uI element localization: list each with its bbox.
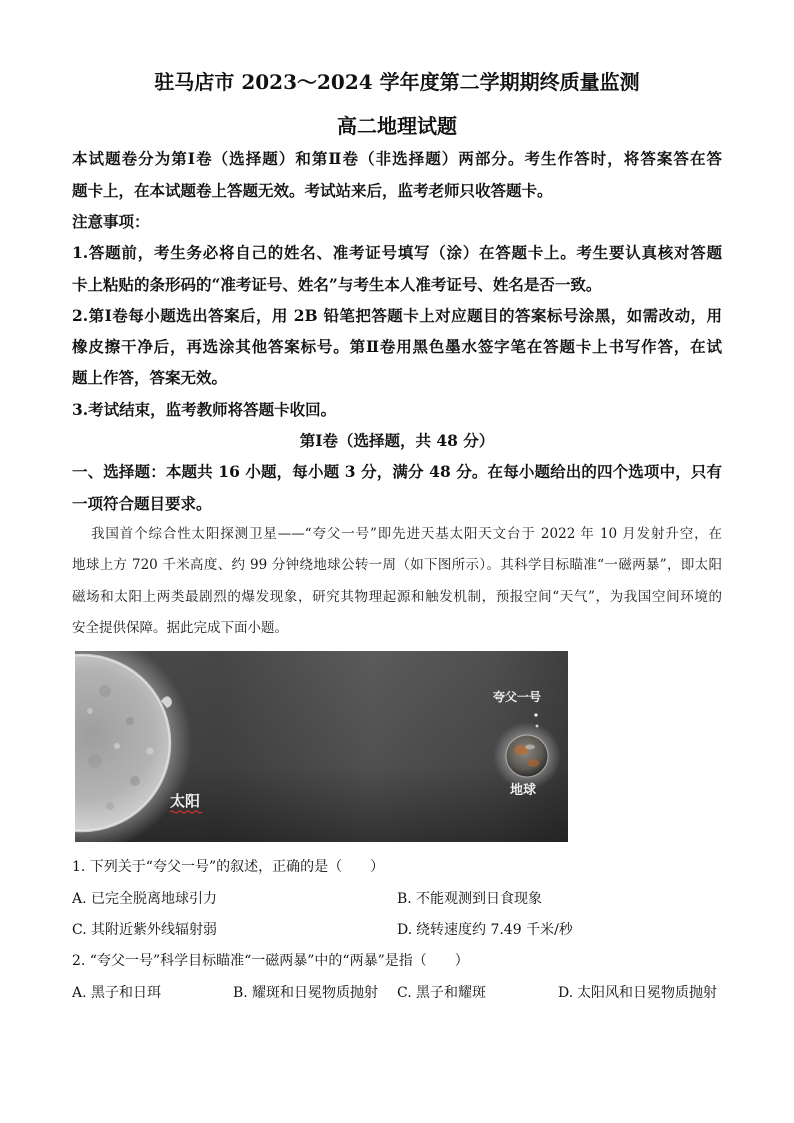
part1-heading: 第Ⅰ卷（选择题，共 48 分） [299,431,495,451]
sun-spot [147,748,154,755]
note-line: 3.考试结束，监考教师将答题卡收回。 [72,399,337,419]
sun-spot [99,685,111,697]
satellite-label: 夸父一号 [493,690,542,704]
reading-passage [72,519,722,644]
earth-label: 地球 [510,783,537,798]
option-d [397,915,573,946]
option-letter: B. [397,890,412,907]
passage-line: 地球上方 720 千米高度、约 99 分钟绕地球公转一周（如下图所示）。其科学目标瞄准“一磁两暴”，即太阳 [72,557,722,574]
note-item-2 [72,300,722,394]
note-line: 卡上粘贴的条形码的“准考证号、姓名”与考生本人准考证号、姓名是否一致。 [72,274,602,294]
option-letter: A. [72,890,87,907]
note-item-3 [72,394,722,425]
sun-label: 太阳 [170,792,201,810]
option-text: 已完全脱离地球引力 [91,890,217,907]
option-b [397,884,542,915]
question-2 [72,946,722,1009]
passage-line: 磁场和太阳上两类最剧烈的爆发现象，研究其物理起源和触发机制，预报空间“天气”，为我国空间环境的 [72,588,722,605]
option-b [233,978,378,1009]
note-line: 题上作答，答案无效。 [72,368,228,388]
question-stem: 2. “夸父一号”科学目标瞄准“一磁两暴”中的“两暴”是指（ ） [72,953,469,970]
sun-earth-figure [75,651,568,842]
section-instructions [72,456,722,519]
option-c [397,978,486,1009]
sun-spot [87,708,93,714]
option-d [558,978,717,1009]
question-1 [72,852,722,946]
note-line: 橡皮擦干净后，再选涂其他答案标号。第Ⅱ卷用黑色墨水签字笔在答题卡上书写作答，在试 [72,337,722,357]
exam-subtitle: 高二地理试题 [337,114,457,138]
intro-line: 本试题卷分为第Ⅰ卷（选择题）和第Ⅱ卷（非选择题）两部分。考生作答时，将答案答在答 [72,149,722,169]
earth-disc [506,735,548,777]
option-a [72,978,161,1009]
option-letter: B. [233,984,248,1001]
option-text: 黑子和耀斑 [416,984,486,1001]
intro-paragraph [72,143,722,206]
intro-line: 题卡上，在本试题卷上答题无效。考试站来后，监考老师只收答题卡。 [72,180,553,200]
questions-block [72,852,722,1008]
passage-line: 我国首个综合性太阳探测卫星——“夸父一号”即先进天基太阳天文台于 2022 年 10 月发射升空，在 [91,525,722,542]
sun-spot [114,743,120,749]
section-line: 一项符合题目要求。 [72,493,212,513]
note-line: 1.答题前，考生务必将自己的姓名、准考证号填写（涂）在答题卡上。考生要认真核对答题 [72,243,722,263]
option-letter: A. [72,984,87,1001]
option-text: 耀斑和日冕物质抛射 [252,984,378,1001]
option-letter: C. [397,984,412,1001]
satellite-marker [536,725,539,728]
option-a [72,884,217,915]
option-text: 其附近紫外线辐射弱 [91,921,217,938]
note-item-1 [72,237,722,300]
options-row [72,884,722,915]
question-stem: 1. 下列关于“夸父一号”的叙述，正确的是（ ） [72,859,385,876]
figure-image [75,651,568,842]
options-row [72,978,722,1009]
sun-spot [126,717,134,725]
options-row [72,915,722,946]
satellite-marker [534,713,537,716]
option-letter: C. [72,921,87,938]
passage-line: 安全提供保障。据此完成下面小题。 [72,619,288,636]
option-text: 绕转速度约 7.49 千米/秒 [416,921,573,938]
sun-spot [106,802,114,810]
note-line: 2.第Ⅰ卷每小题选出答案后，用 2B 铅笔把答题卡上对应题目的答案标号涂黑，如需改动，用 [72,305,722,325]
instructions-block [72,143,722,644]
section-line: 一、选择题：本题共 16 小题，每小题 3 分，满分 48 分。在每小题给出的四个选项中，只有 [72,462,722,482]
option-letter: D. [397,921,413,938]
option-c [72,915,217,946]
earth-continent [527,759,539,767]
exam-title: 驻马店市 2023～2024 学年度第二学期期终质量监测 [154,70,640,94]
notes-heading: 注意事项： [72,211,150,231]
option-text: 太阳风和日冕物质抛射 [577,984,717,1001]
option-text: 不能观测到日食现象 [416,890,542,907]
earth-cloud [525,745,535,750]
sun-spot [130,776,140,786]
option-letter: D. [558,984,574,1001]
sun-spot [88,754,102,768]
option-text: 黑子和日珥 [91,984,161,1001]
